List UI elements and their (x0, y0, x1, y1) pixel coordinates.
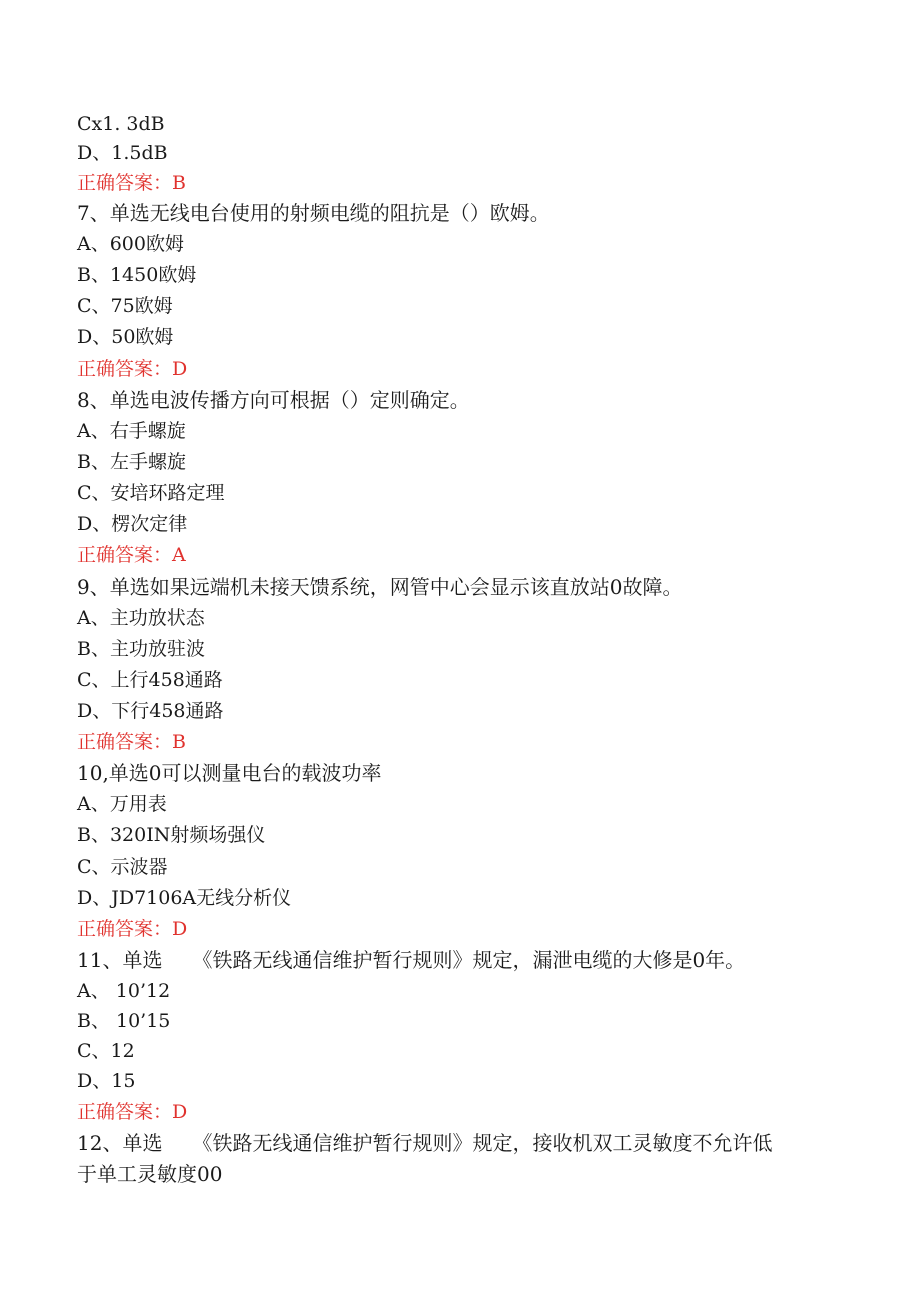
option-c-q6: Cx1. 3dB (77, 113, 165, 135)
option-a-q8: A、右手螺旋 (77, 420, 186, 442)
option-b-q11: B、 10’15 (77, 1010, 171, 1032)
option-a-q11: A、 10’12 (77, 980, 171, 1002)
option-d-q11: D、15 (77, 1070, 136, 1092)
question-10: 10,单选0可以测量电台的载波功率 (77, 761, 382, 785)
question-12: 12、单选 《铁路无线通信维护暂行规则》规定，接收机双工灵敏度不允许低 (77, 1131, 773, 1155)
option-d-q8: D、楞次定律 (77, 513, 188, 535)
option-a-q9: A、主功放状态 (77, 607, 205, 629)
question-7: 7、单选无线电台使用的射频电缆的阻抗是（）欧姆。 (77, 201, 550, 225)
option-d-q10: D、JD7106A无线分析仪 (77, 887, 292, 909)
option-c-q7: C、75欧姆 (77, 295, 173, 317)
option-d-q7: D、50欧姆 (77, 326, 174, 348)
answer-q7: 正确答案：D (77, 358, 188, 380)
option-a-q7: A、600欧姆 (77, 233, 184, 255)
option-d-q6: D、1.5dB (77, 142, 168, 164)
option-b-q8: B、左手螺旋 (77, 451, 186, 473)
question-11: 11、单选 《铁路无线通信维护暂行规则》规定，漏泄电缆的大修是0年。 (77, 948, 746, 972)
option-b-q10: B、320IN射频场强仪 (77, 824, 266, 846)
option-c-q11: C、12 (77, 1040, 135, 1062)
option-b-q7: B、1450欧姆 (77, 264, 197, 286)
option-c-q9: C、上行458通路 (77, 669, 223, 691)
answer-q6: 正确答案：B (77, 172, 186, 194)
option-d-q9: D、下行458通路 (77, 700, 224, 722)
answer-q8: 正确答案：A (77, 544, 186, 566)
answer-q11: 正确答案：D (77, 1101, 188, 1123)
question-12-continued: 于单工灵敏度00 (77, 1162, 223, 1186)
answer-q10: 正确答案：D (77, 918, 188, 940)
option-a-q10: A、万用表 (77, 793, 167, 815)
option-c-q8: C、安培环路定理 (77, 482, 225, 504)
answer-q9: 正确答案：B (77, 731, 186, 753)
question-8: 8、单选电波传播方向可根据（）定则确定。 (77, 388, 470, 412)
question-9: 9、单选如果远端机未接天馈系统，网管中心会显示该直放站0故障。 (77, 575, 683, 599)
option-b-q9: B、主功放驻波 (77, 638, 205, 660)
option-c-q10: C、示波器 (77, 856, 168, 878)
